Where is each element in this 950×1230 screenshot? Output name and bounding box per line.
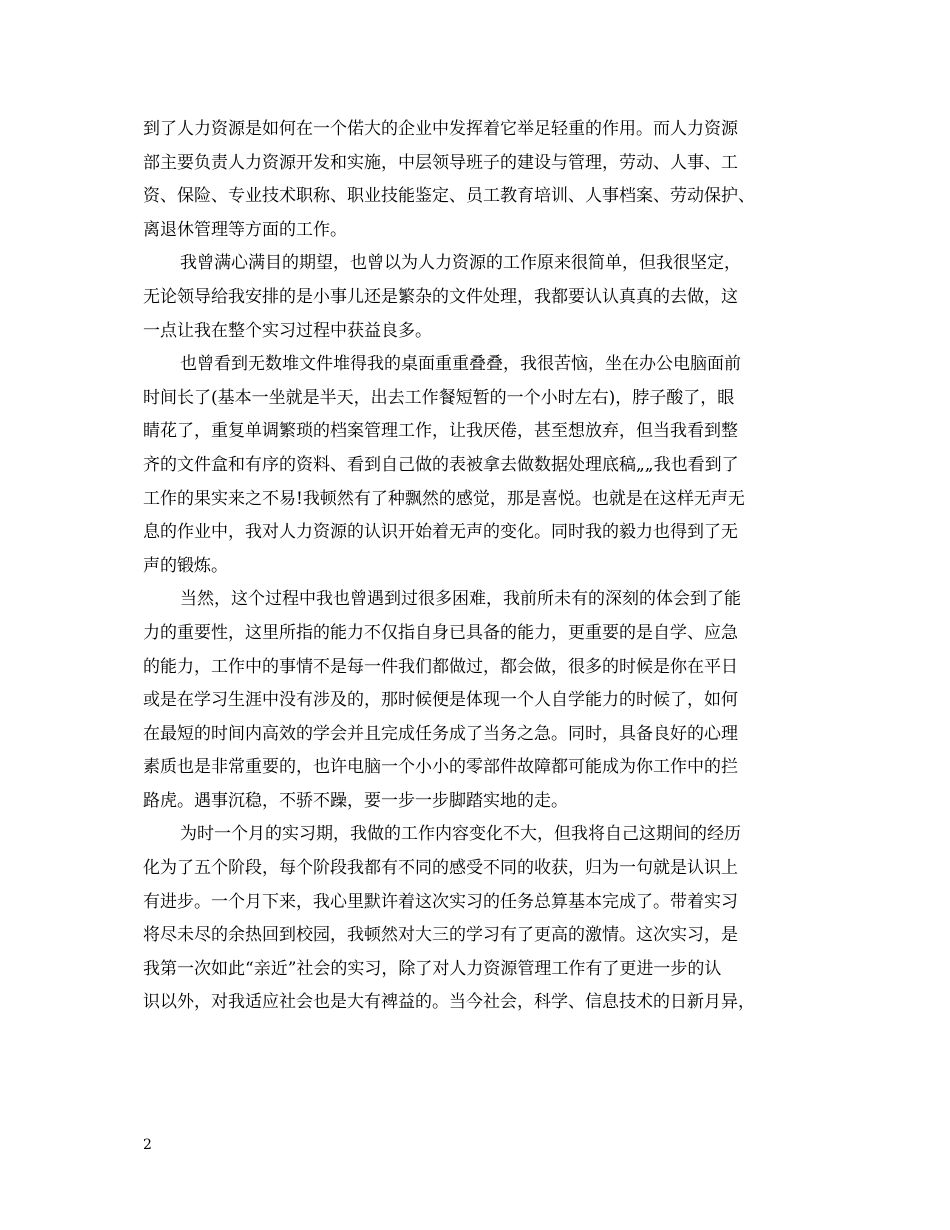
text-line: 有进步。一个月下来，我心里默许着这次实习的任务总算基本完成了。带着实习 [143, 891, 738, 912]
paragraph-1 [143, 113, 823, 247]
text-line: 识以外，对我适应社会也是大有裨益的。当今社会，科学、信息技术的日新月异， [143, 992, 755, 1013]
text-line: 化为了五个阶段，每个阶段我都有不同的感受不同的收获，归为一句就是认识上 [143, 858, 738, 879]
text-line: 我曾满心满目的期望，也曾以为人力资源的工作原来很简单，但我很坚定， [180, 253, 741, 274]
text-line: 无论领导给我安排的是小事儿还是繁杂的文件处理，我都要认认真真的去做，这 [143, 286, 738, 307]
text-line: 齐的文件盒和有序的资料、看到自己做的表被拿去做数据处理底稿„„我也看到了 [143, 454, 739, 475]
page-number: 2 [143, 1137, 152, 1153]
text-line: 路虎。遇事沉稳，不骄不躁，要一步一步脚踏实地的走。 [143, 790, 568, 811]
text-line: 工作的果实来之不易!我顿然有了种飘然的感觉，那是喜悦。也就是在这样无声无 [143, 488, 745, 509]
text-line: 在最短的时间内高效的学会并且完成任务成了当务之急。同时，具备良好的心理 [143, 723, 738, 744]
text-line: 资、保险、专业技术职称、职业技能鉴定、员工教育培训、人事档案、劳动保护、 [143, 186, 755, 207]
paragraph-5 [143, 818, 823, 1020]
paragraph-3 [143, 348, 823, 583]
body-text [143, 113, 823, 1020]
text-line: 睛花了，重复单调繁琐的档案管理工作，让我厌倦，甚至想放弃，但当我看到整 [143, 421, 738, 442]
text-line: 力的重要性，这里所指的能力不仅指自身已具备的能力，更重要的是自学、应急 [143, 622, 738, 643]
text-line: 离退休管理等方面的工作。 [143, 219, 347, 240]
text-line: 声的锻炼。 [143, 555, 228, 576]
text-line: 素质也是非常重要的，也许电脑一个小小的零部件故障都可能成为你工作中的拦 [143, 757, 738, 778]
text-line: 为时一个月的实习期，我做的工作内容变化不大，但我将自己这期间的经历 [180, 824, 741, 845]
text-line: 的能力，工作中的事情不是每一件我们都做过，都会做，很多的时候是你在平日 [143, 656, 738, 677]
paragraph-4 [143, 583, 823, 818]
text-line: 将尽未尽的余热回到校园，我顿然对大三的学习有了更高的激情。这次实习，是 [143, 925, 738, 946]
text-line: 到了人力资源是如何在一个偌大的企业中发挥着它举足轻重的作用。而人力资源 [143, 119, 738, 139]
text-line: 部主要负责人力资源开发和实施，中层领导班子的建设与管理，劳动、人事、工 [143, 152, 738, 173]
text-line: 或是在学习生涯中没有涉及的，那时候便是体现一个人自学能力的时候了，如何 [143, 690, 738, 711]
text-line: 也曾看到无数堆文件堆得我的桌面重重叠叠，我很苦恼，坐在办公电脑面前 [180, 354, 741, 375]
text-line: 当然，这个过程中我也曾遇到过很多困难，我前所未有的深刻的体会到了能 [180, 589, 741, 610]
paragraph-2 [143, 247, 823, 348]
text-line: 息的作业中，我对人力资源的认识开始着无声的变化。同时我的毅力也得到了无 [143, 522, 738, 543]
text-line: 一点让我在整个实习过程中获益良多。 [143, 320, 432, 341]
text-line: 我第一次如此“亲近”社会的实习，除了对人力资源管理工作有了更进一步的认 [143, 958, 722, 979]
text-line: 时间长了(基本一坐就是半天，出去工作餐短暂的一个小时左右)，脖子酸了，眼 [143, 387, 735, 408]
